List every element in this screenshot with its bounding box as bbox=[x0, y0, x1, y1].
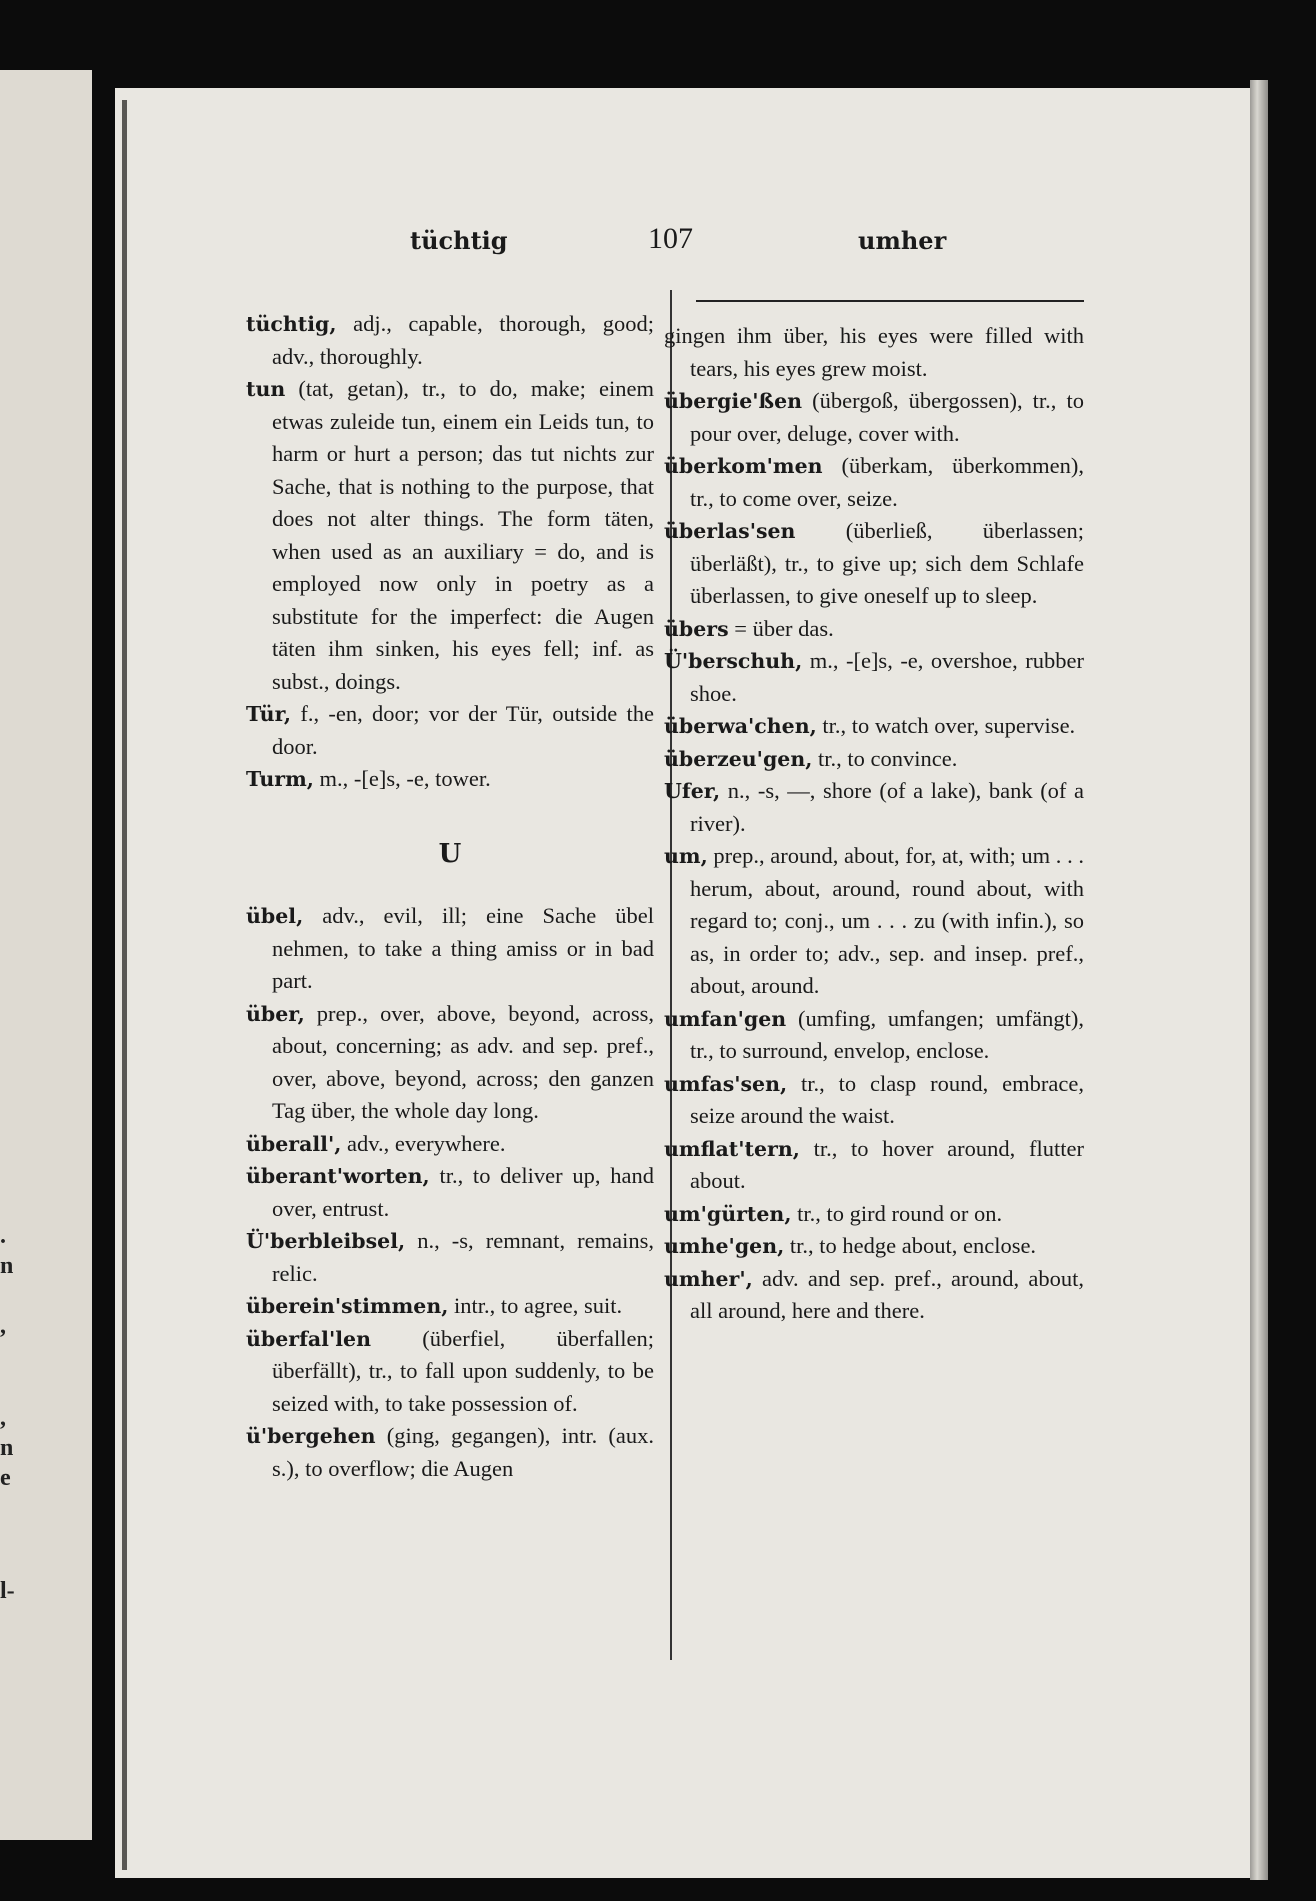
entry-definition: tr., to deliver up, hand over, entrust. bbox=[272, 1163, 654, 1221]
entry-definition: (überkam, überkommen), tr., to come over, seize. bbox=[690, 453, 1084, 511]
entry-definition: adv. and sep. pref., around, about, all around, here and there. bbox=[690, 1265, 1084, 1323]
entry-headword: tun bbox=[246, 377, 286, 401]
header-rule bbox=[696, 300, 1084, 302]
entry-headword: Tür, bbox=[246, 702, 292, 726]
entry-definition: gingen ihm über, his eyes were filled with tears, his eyes grew moist. bbox=[664, 323, 1084, 381]
entry-headword: tüchtig, bbox=[246, 312, 337, 336]
entry-definition: adj., capable, thorough, good; adv., thoroughly. bbox=[272, 311, 654, 369]
entry-definition: n., -s, —, shore (of a lake), bank (of a river). bbox=[690, 778, 1084, 836]
dictionary-entry bbox=[246, 763, 654, 796]
entry-headword: über, bbox=[246, 1001, 305, 1026]
dictionary-entry bbox=[246, 698, 654, 763]
header-left-headword: tüchtig bbox=[410, 226, 508, 255]
entry-headword: umher', bbox=[664, 1266, 753, 1291]
entry-headword: überwa'chen, bbox=[664, 714, 817, 738]
entry-headword: übergie'ßen bbox=[664, 389, 803, 413]
entry-headword: umfas'sen, bbox=[664, 1071, 788, 1096]
running-header bbox=[0, 222, 1316, 262]
entry-headword: überein'stimmen, bbox=[246, 1294, 449, 1318]
dictionary-entry bbox=[246, 1290, 654, 1323]
entry-definition: adv., evil, ill; eine Sache übel nehmen, to take a thing amiss or in bad part. bbox=[272, 903, 654, 993]
entry-definition: f., -en, door; vor der Tür, outside the door. bbox=[272, 701, 654, 759]
dictionary-entry bbox=[664, 450, 1084, 515]
dictionary-entry bbox=[664, 515, 1084, 613]
entry-definition: m., -[e]s, -e, overshoe, rubber shoe. bbox=[690, 648, 1084, 706]
dictionary-entry bbox=[664, 775, 1084, 840]
entry-definition: prep., over, above, beyond, across, about, concerning; as adv. and sep. pref., over, above, beyond, across; den ganzen Tag über, the whole day long. bbox=[272, 1000, 654, 1123]
dictionary-entry bbox=[664, 1003, 1084, 1068]
entry-headword: Ü'berbleibsel, bbox=[246, 1229, 406, 1253]
entry-definition: (überließ, überlassen; überläßt), tr., to give up; sich dem Schlafe überlassen, to give oneself up to sleep. bbox=[690, 518, 1084, 608]
entry-headword: überkom'men bbox=[664, 454, 823, 478]
dictionary-entry bbox=[664, 1263, 1084, 1328]
entry-headword: überall', bbox=[246, 1131, 342, 1156]
header-right-headword: umher bbox=[858, 226, 947, 255]
entry-definition: (überfiel, überfallen; überfällt), tr., to fall upon suddenly, to be seized with, to take possession of. bbox=[272, 1325, 654, 1416]
entry-definition: tr., to watch over, supervise. bbox=[816, 713, 1076, 738]
entry-headword: umfan'gen bbox=[664, 1006, 787, 1031]
dictionary-entry bbox=[664, 1198, 1084, 1231]
entry-definition: (ging, gegangen), intr. (aux. s.), to overflow; die Augen bbox=[272, 1423, 654, 1481]
entry-definition: (übergoß, übergossen), tr., to pour over, deluge, cover with. bbox=[690, 388, 1084, 446]
prev-page-fragment: n bbox=[0, 1435, 14, 1461]
entry-headword: umhe'gen, bbox=[664, 1234, 785, 1258]
dictionary-entry bbox=[664, 320, 1084, 385]
entry-headword: übers bbox=[664, 616, 729, 641]
entry-definition: (umfing, umfangen; umfängt), tr., to surround, envelop, enclose. bbox=[690, 1005, 1084, 1063]
section-letter: U bbox=[438, 838, 462, 869]
prev-page-fragment: n bbox=[0, 1253, 14, 1279]
right-column bbox=[664, 320, 1084, 1328]
entry-definition: tr., to convince. bbox=[812, 745, 958, 771]
dictionary-entry bbox=[246, 1128, 654, 1161]
entry-definition: tr., to hedge about, enclose. bbox=[784, 1233, 1037, 1258]
dictionary-entry bbox=[246, 900, 654, 998]
entry-headword: ü'bergehen bbox=[246, 1424, 376, 1448]
entry-headword: überzeu'gen, bbox=[664, 746, 813, 771]
entry-definition: tr., to gird round or on. bbox=[791, 1200, 1003, 1226]
dictionary-entry bbox=[664, 1133, 1084, 1198]
page-edge bbox=[1250, 80, 1268, 1880]
dictionary-entry bbox=[664, 645, 1084, 710]
entry-headword: überant'worten, bbox=[246, 1164, 430, 1188]
dictionary-entry bbox=[664, 1230, 1084, 1263]
dictionary-entry bbox=[246, 1160, 654, 1225]
dictionary-entry bbox=[664, 613, 1084, 646]
dictionary-entry bbox=[664, 1068, 1084, 1133]
entry-headword: übel, bbox=[246, 904, 304, 928]
prev-page-fragment: . bbox=[0, 1223, 6, 1249]
entry-headword: um'gürten, bbox=[664, 1201, 792, 1226]
prev-page-fragment: e bbox=[0, 1465, 11, 1491]
entry-headword: Ufer, bbox=[664, 779, 721, 803]
entry-definition: prep., around, about, for, at, with; um . . . herum, about, around, round about, with regard to; conj., um . . . zu (with infin.), so as, in order to; adv., sep. and insep. pref., about, around. bbox=[690, 843, 1084, 998]
page-number: 107 bbox=[648, 222, 693, 255]
dictionary-entry bbox=[246, 1323, 654, 1421]
dictionary-entry bbox=[246, 1225, 654, 1290]
dictionary-entry bbox=[664, 840, 1084, 1003]
page-spine bbox=[122, 100, 127, 1870]
dictionary-entry bbox=[664, 743, 1084, 776]
dictionary-entry bbox=[246, 1420, 654, 1485]
dictionary-entry bbox=[246, 373, 654, 698]
dictionary-entry bbox=[246, 308, 654, 373]
left-column bbox=[246, 308, 654, 1485]
prev-page-fragment: l- bbox=[0, 1578, 15, 1604]
dictionary-entry bbox=[246, 998, 654, 1128]
entry-headword: um, bbox=[664, 844, 708, 868]
dictionary-entry bbox=[664, 385, 1084, 450]
dictionary-entry bbox=[664, 710, 1084, 743]
entry-headword: Ü'berschuh, bbox=[664, 649, 803, 673]
entry-definition: intr., to agree, suit. bbox=[448, 1293, 623, 1318]
previous-page-edge bbox=[0, 70, 92, 1840]
entry-definition: tr., to hover around, flutter about. bbox=[690, 1135, 1084, 1193]
entry-definition: m., -[e]s, -e, tower. bbox=[313, 766, 491, 791]
entry-headword: überlas'sen bbox=[664, 519, 796, 543]
entry-headword: umflat'tern, bbox=[664, 1136, 800, 1161]
entry-headword: Turm, bbox=[246, 767, 314, 791]
entry-definition: (tat, getan), tr., to do, make; einem etwas zuleide tun, einem ein Leids tun, to harm or hurt a person; das tut nichts zur Sache, that is nothing to the purpose, that does not alter things. The form täten, when used as an auxiliary = do, and is employed now only in poetry as a substitute for the imperfect: die Augen täten ihm sinken, his eyes fell; inf. as subst., doings. bbox=[272, 376, 654, 694]
entry-definition: adv., everywhere. bbox=[341, 1130, 506, 1156]
prev-page-fragment: , bbox=[0, 1313, 6, 1339]
entry-headword: überfal'len bbox=[246, 1326, 371, 1351]
entry-definition: tr., to clasp round, embrace, seize around the waist. bbox=[690, 1070, 1084, 1128]
prev-page-fragment: , bbox=[0, 1405, 6, 1431]
entry-definition: n., -s, remnant, remains, relic. bbox=[272, 1228, 654, 1286]
entry-definition: = über das. bbox=[728, 615, 834, 641]
